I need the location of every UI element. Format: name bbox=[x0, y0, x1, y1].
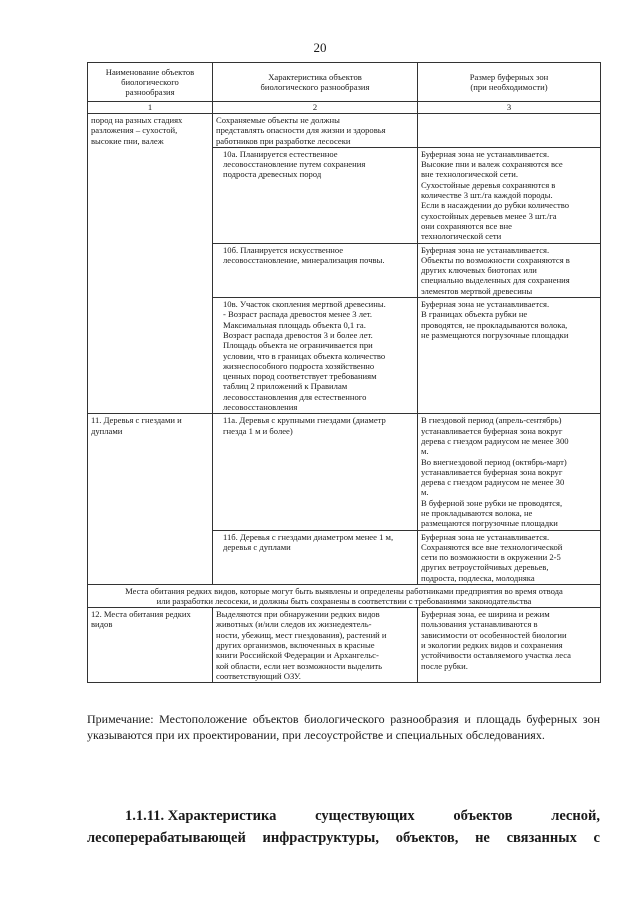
column-number: 3 bbox=[418, 102, 601, 114]
buffer-zone-cell: Буферная зона не устанавливается. Высокие пни и валеж сохраняются все вне технологической сети. Сухостойные деревья сохраняются в количестве 3 шт./га каждой породы. Если в насаждении до рубки количество сухостойных деревьев менее 3 шт./га они сохраняются все вне технологической сети bbox=[418, 147, 601, 243]
table-row bbox=[88, 608, 601, 683]
characteristic-cell: Выделяются при обнаружении редких видов животных (и/или следов их жизнедеятель- ности, убежищ, мест гнездования), растений и других организмов, включенных в красные книги Российской Федерации и Архангельс- кой области, если нет возможности выделить соответствующий ОЗУ. bbox=[213, 608, 418, 683]
column-number: 2 bbox=[213, 102, 418, 114]
characteristic-cell: 11б. Деревья с гнездами диаметром менее 1 м, деревья с дуплами bbox=[213, 530, 418, 584]
characteristic-cell: Сохраняемые объекты не должны представлять опасности для жизни и здоровья работников при разработке лесосеки bbox=[213, 114, 418, 148]
characteristic-cell: 10в. Участок скопления мертвой древесины. - Возраст распада древостоя менее 3 лет. Максимальная площадь объекта 0,1 га. Возраст распада древостоя 3 и более лет. Площадь объекта не ограничивается при условии, что в границах объекта количество жизнеспособного подроста хозяйственно ценных пород соответствует требованиям таблиц 2 приложений к Правилам лесовосстановления для естественного лесовосстановления bbox=[213, 298, 418, 414]
table-span-row bbox=[88, 585, 601, 608]
page-number: 20 bbox=[313, 40, 327, 55]
header-buffer-zones: Размер буферных зон (при необходимости) bbox=[418, 63, 601, 102]
buffer-zone-cell bbox=[418, 114, 601, 148]
object-name-cell: пород на разных стадиях разложения – сухостой, высокие пни, валеж bbox=[88, 114, 213, 414]
section-heading-line-2: лесоперерабатывающей инфраструктуры, объектов, не связанных с bbox=[87, 830, 600, 846]
table-note: Примечание: Местоположение объектов биологического разнообразия и площадь буферных зон указываются при их проектировании, при лесоустройстве и специальных обследованиях. bbox=[87, 712, 600, 742]
characteristic-cell: 11а. Деревья с крупными гнездами (диаметр гнезда 1 м и более) bbox=[213, 414, 418, 530]
buffer-zone-cell: Буферная зона не устанавливается. Сохраняются все вне технологической сети по возможности в окружении 2-5 других ветроустойчивых деревьев, подроста, подлеска, молодняка bbox=[418, 530, 601, 584]
table-row bbox=[88, 414, 601, 530]
section-heading bbox=[87, 805, 600, 849]
table-header-row bbox=[88, 63, 601, 102]
column-number: 1 bbox=[88, 102, 213, 114]
characteristic-cell: 10б. Планируется искусственное лесовосстановление, минерализация почвы. bbox=[213, 243, 418, 297]
section-heading-line-1: 1.1.11. Характеристика существующих объектов лесной, bbox=[125, 808, 600, 824]
column-number-row bbox=[88, 102, 601, 114]
table-row bbox=[88, 114, 601, 148]
header-objects: Наименование объектов биологического разнообразия bbox=[88, 63, 213, 102]
rare-species-span-cell: Места обитания редких видов, которые могут быть выявлены и определены работниками предприятия во время отвода или разработки лесосеки, и должны быть сохранены в соответствии с требованиями законодательства bbox=[88, 585, 601, 608]
biodiversity-table bbox=[87, 62, 601, 683]
buffer-zone-cell: В гнездовой период (апрель-сентябрь) устанавливается буферная зона вокруг дерева с гнездом радиусом не менее 300 м. Во внегнездовой период (октябрь-март) устанавливается буферная зона вокруг дерева с гнездом радиусом не менее 30 м. В буферной зоне рубки не проводятся, не прокладываются волока, не размещаются погрузочные площадки bbox=[418, 414, 601, 530]
object-name-cell: 12. Места обитания редких видов bbox=[88, 608, 213, 683]
header-characteristics: Характеристика объектов биологического разнообразия bbox=[213, 63, 418, 102]
buffer-zone-cell: Буферная зона не устанавливается. В границах объекта рубки не проводятся, не прокладываются волока, не размещаются погрузочные площадки bbox=[418, 298, 601, 414]
buffer-zone-cell: Буферная зона, ее ширина и режим пользования устанавливаются в зависимости от особенностей биологии и экологии редких видов и сохранения устойчивости оставляемого участка леса после рубки. bbox=[418, 608, 601, 683]
object-name-cell: 11. Деревья с гнездами и дуплами bbox=[88, 414, 213, 585]
buffer-zone-cell: Буферная зона не устанавливается. Объекты по возможности сохраняются в других ключевых биотопах или специально выделенных для сохранения элементов мертвой древесины bbox=[418, 243, 601, 297]
characteristic-cell: 10а. Планируется естественное лесовосстановление путем сохранения подроста древесных пород bbox=[213, 147, 418, 243]
